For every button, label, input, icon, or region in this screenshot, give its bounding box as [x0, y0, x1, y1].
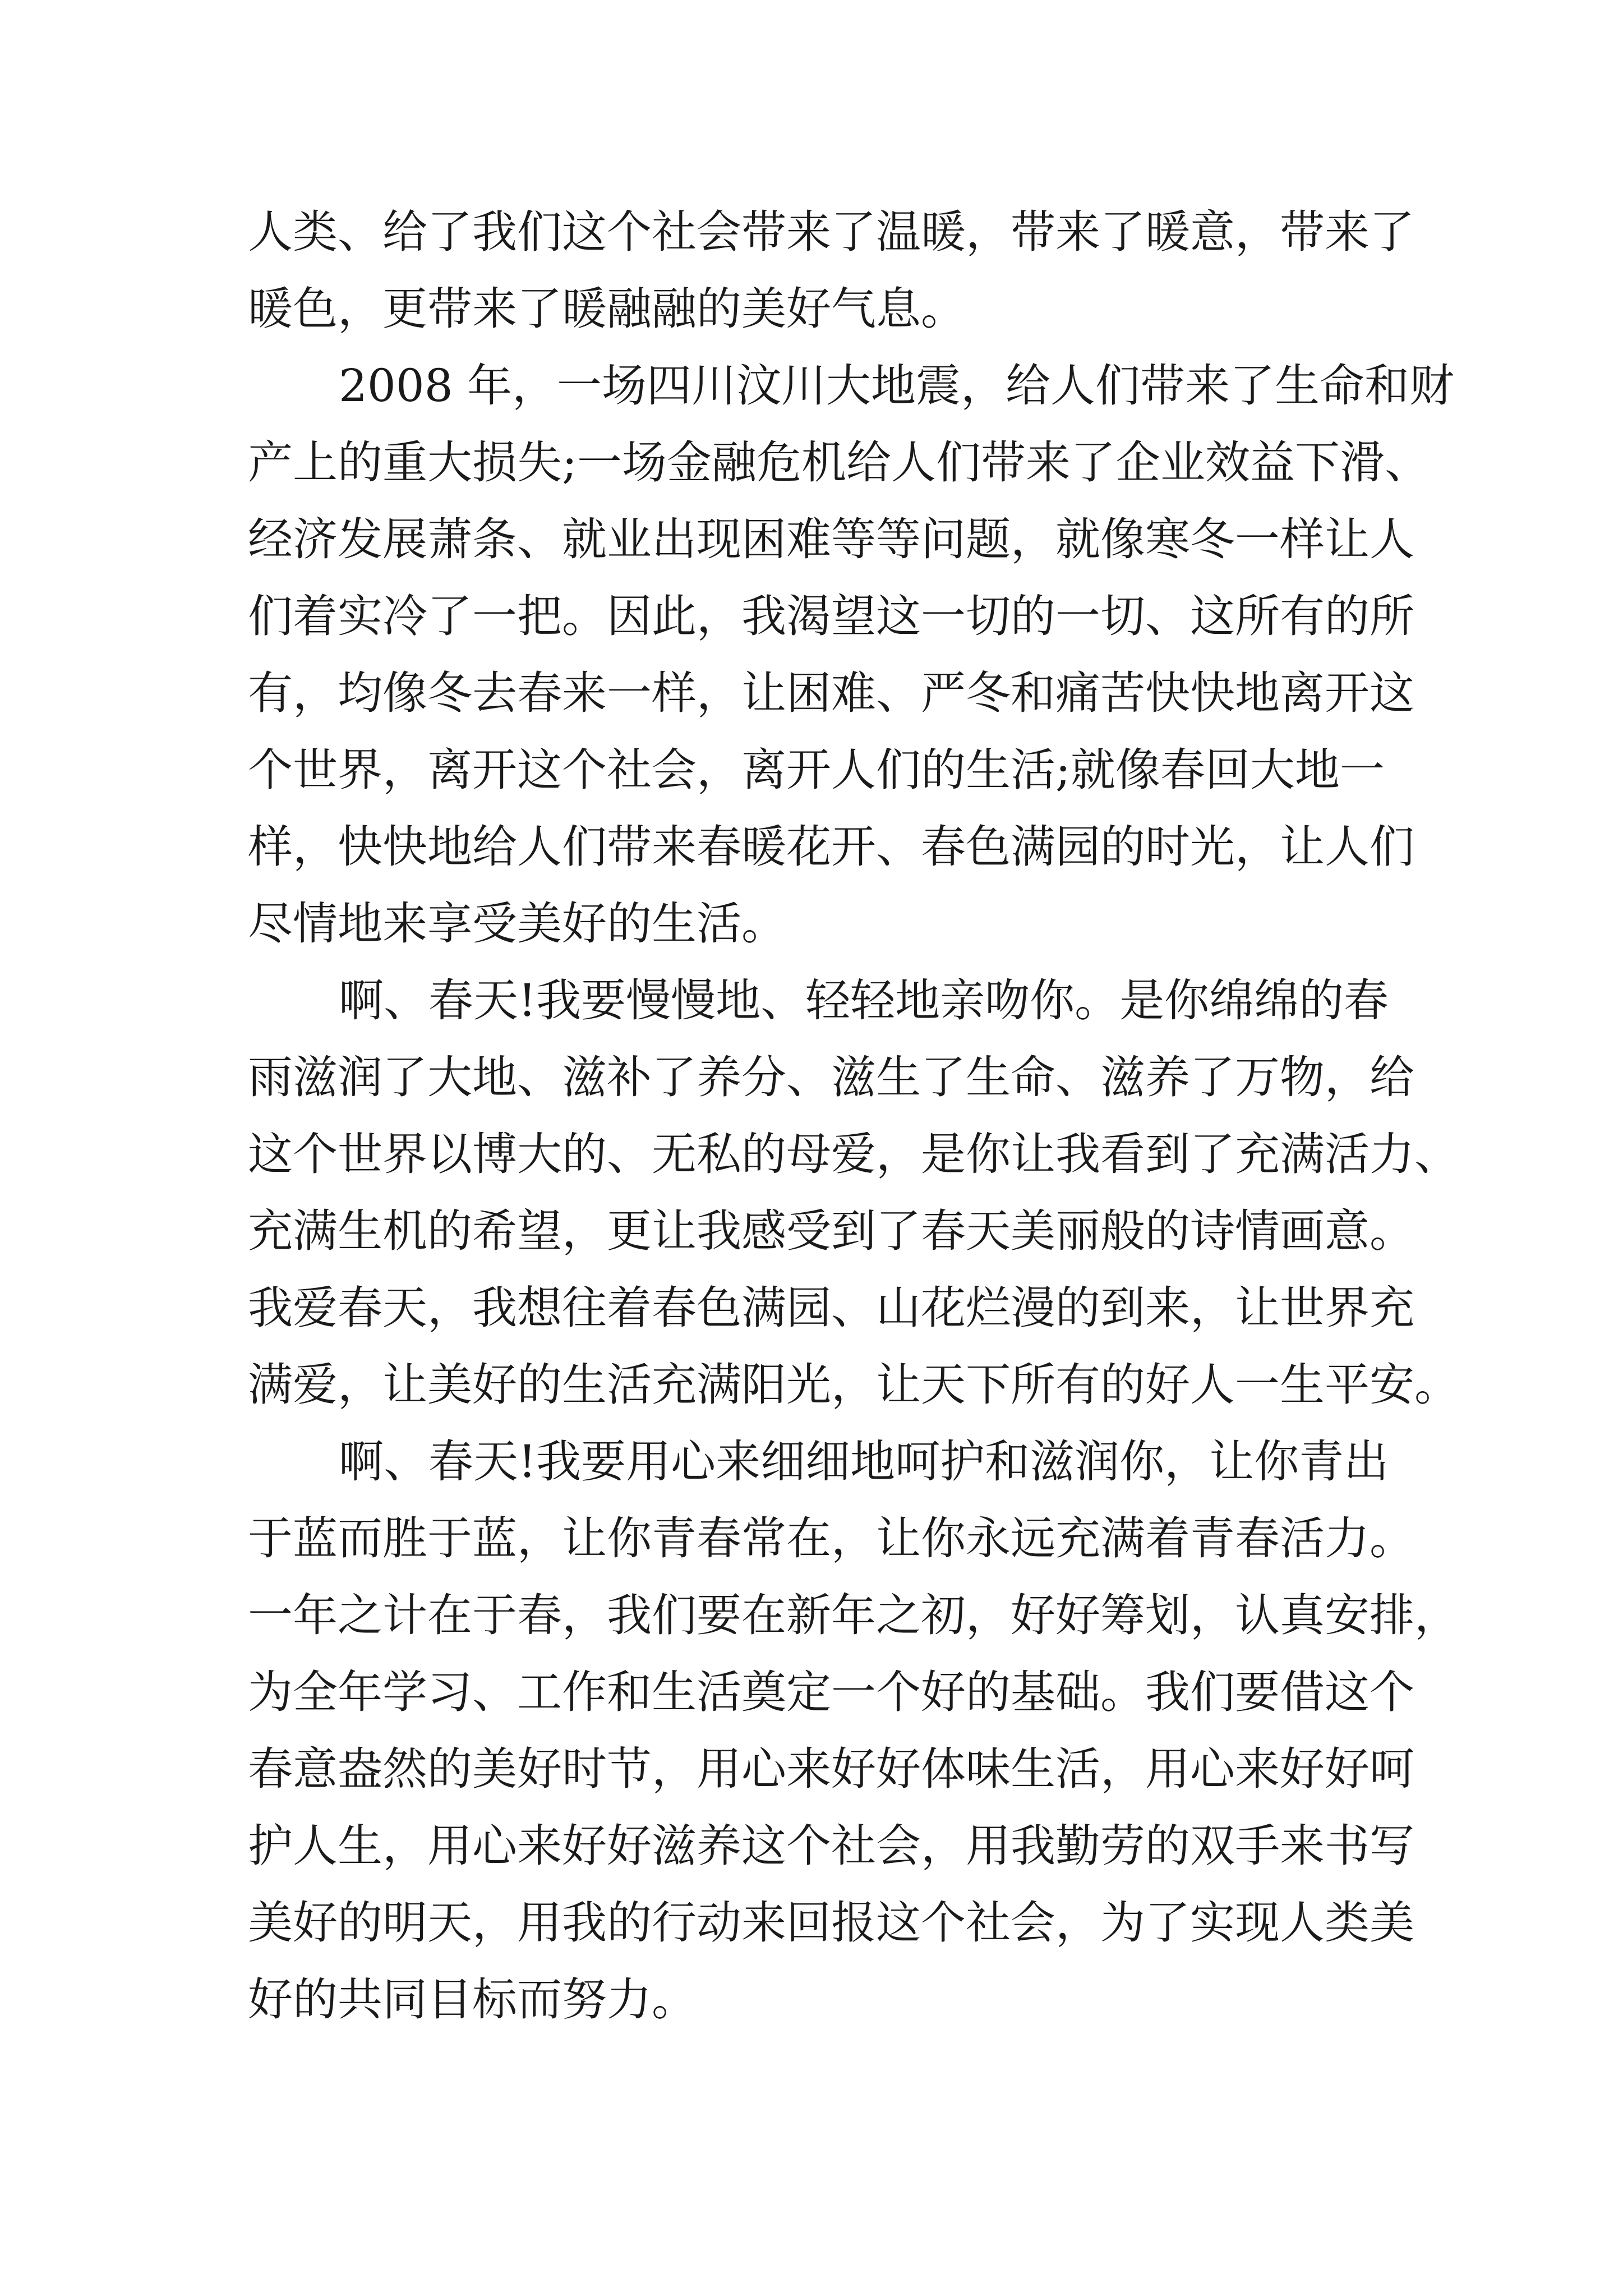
text-line: 我爱春天，我想往着春色满园、山花烂漫的到来，让世界充: [248, 1282, 1414, 1334]
text-line: 这个世界以博大的、无私的母爱，是你让我看到了充满活力、: [248, 1128, 1459, 1180]
text-line: 充满生机的希望，更让我感受到了春天美丽般的诗情画意。: [248, 1205, 1414, 1257]
text-line: 们着实冷了一把。因此，我渴望这一切的一切、这所有的所: [248, 590, 1414, 642]
text-line: 人类、给了我们这个社会带来了温暖，带来了暖意，带来了: [248, 206, 1414, 258]
text-line: 于蓝而胜于蓝，让你青春常在，让你永远充满着青春活力。: [248, 1512, 1414, 1565]
text-line: 暖色，更带来了暖融融的美好气息。: [248, 283, 966, 335]
text-line: 护人生，用心来好好滋养这个社会，用我勤劳的双手来书写: [248, 1820, 1414, 1872]
text-line: 啊、春天!我要慢慢地、轻轻地亲吻你。是你绵绵的春: [339, 974, 1389, 1027]
text-line: 美好的明天，用我的行动来回报这个社会，为了实现人类美: [248, 1897, 1414, 1949]
text-line: 经济发展萧条、就业出现困难等等问题，就像寒冬一样让人: [248, 513, 1414, 565]
text-line: 有，均像冬去春来一样，让困难、严冬和痛苦快快地离开这: [248, 667, 1414, 719]
text-line: 尽情地来享受美好的生活。: [248, 898, 786, 950]
text-line: 雨滋润了大地、滋补了养分、滋生了生命、滋养了万物，给: [248, 1051, 1414, 1103]
text-line: 满爱，让美好的生活充满阳光，让天下所有的好人一生平安。: [248, 1359, 1459, 1411]
text-line: 好的共同目标而努力。: [248, 1973, 697, 2026]
text-line: 啊、春天!我要用心来细细地呵护和滋润你，让你青出: [339, 1435, 1389, 1488]
document-body: [248, 194, 1459, 2038]
text-line: 为全年学习、工作和生活奠定一个好的基础。我们要借这个: [248, 1666, 1414, 1718]
text-line: 2008 年，一场四川汶川大地震，给人们带来了生命和财: [339, 360, 1455, 412]
text-line: 产上的重大损失;一场金融危机给人们带来了企业效益下滑、: [248, 436, 1430, 489]
text-line: 春意盎然的美好时节，用心来好好体味生活，用心来好好呵: [248, 1743, 1414, 1795]
text-line: 个世界，离开这个社会，离开人们的生活;就像春回大地一: [248, 744, 1385, 796]
text-line: 样，快快地给人们带来春暖花开、春色满园的时光，让人们: [248, 821, 1414, 873]
text-line: 一年之计在于春，我们要在新年之初，好好筹划，认真安排，: [248, 1589, 1459, 1641]
